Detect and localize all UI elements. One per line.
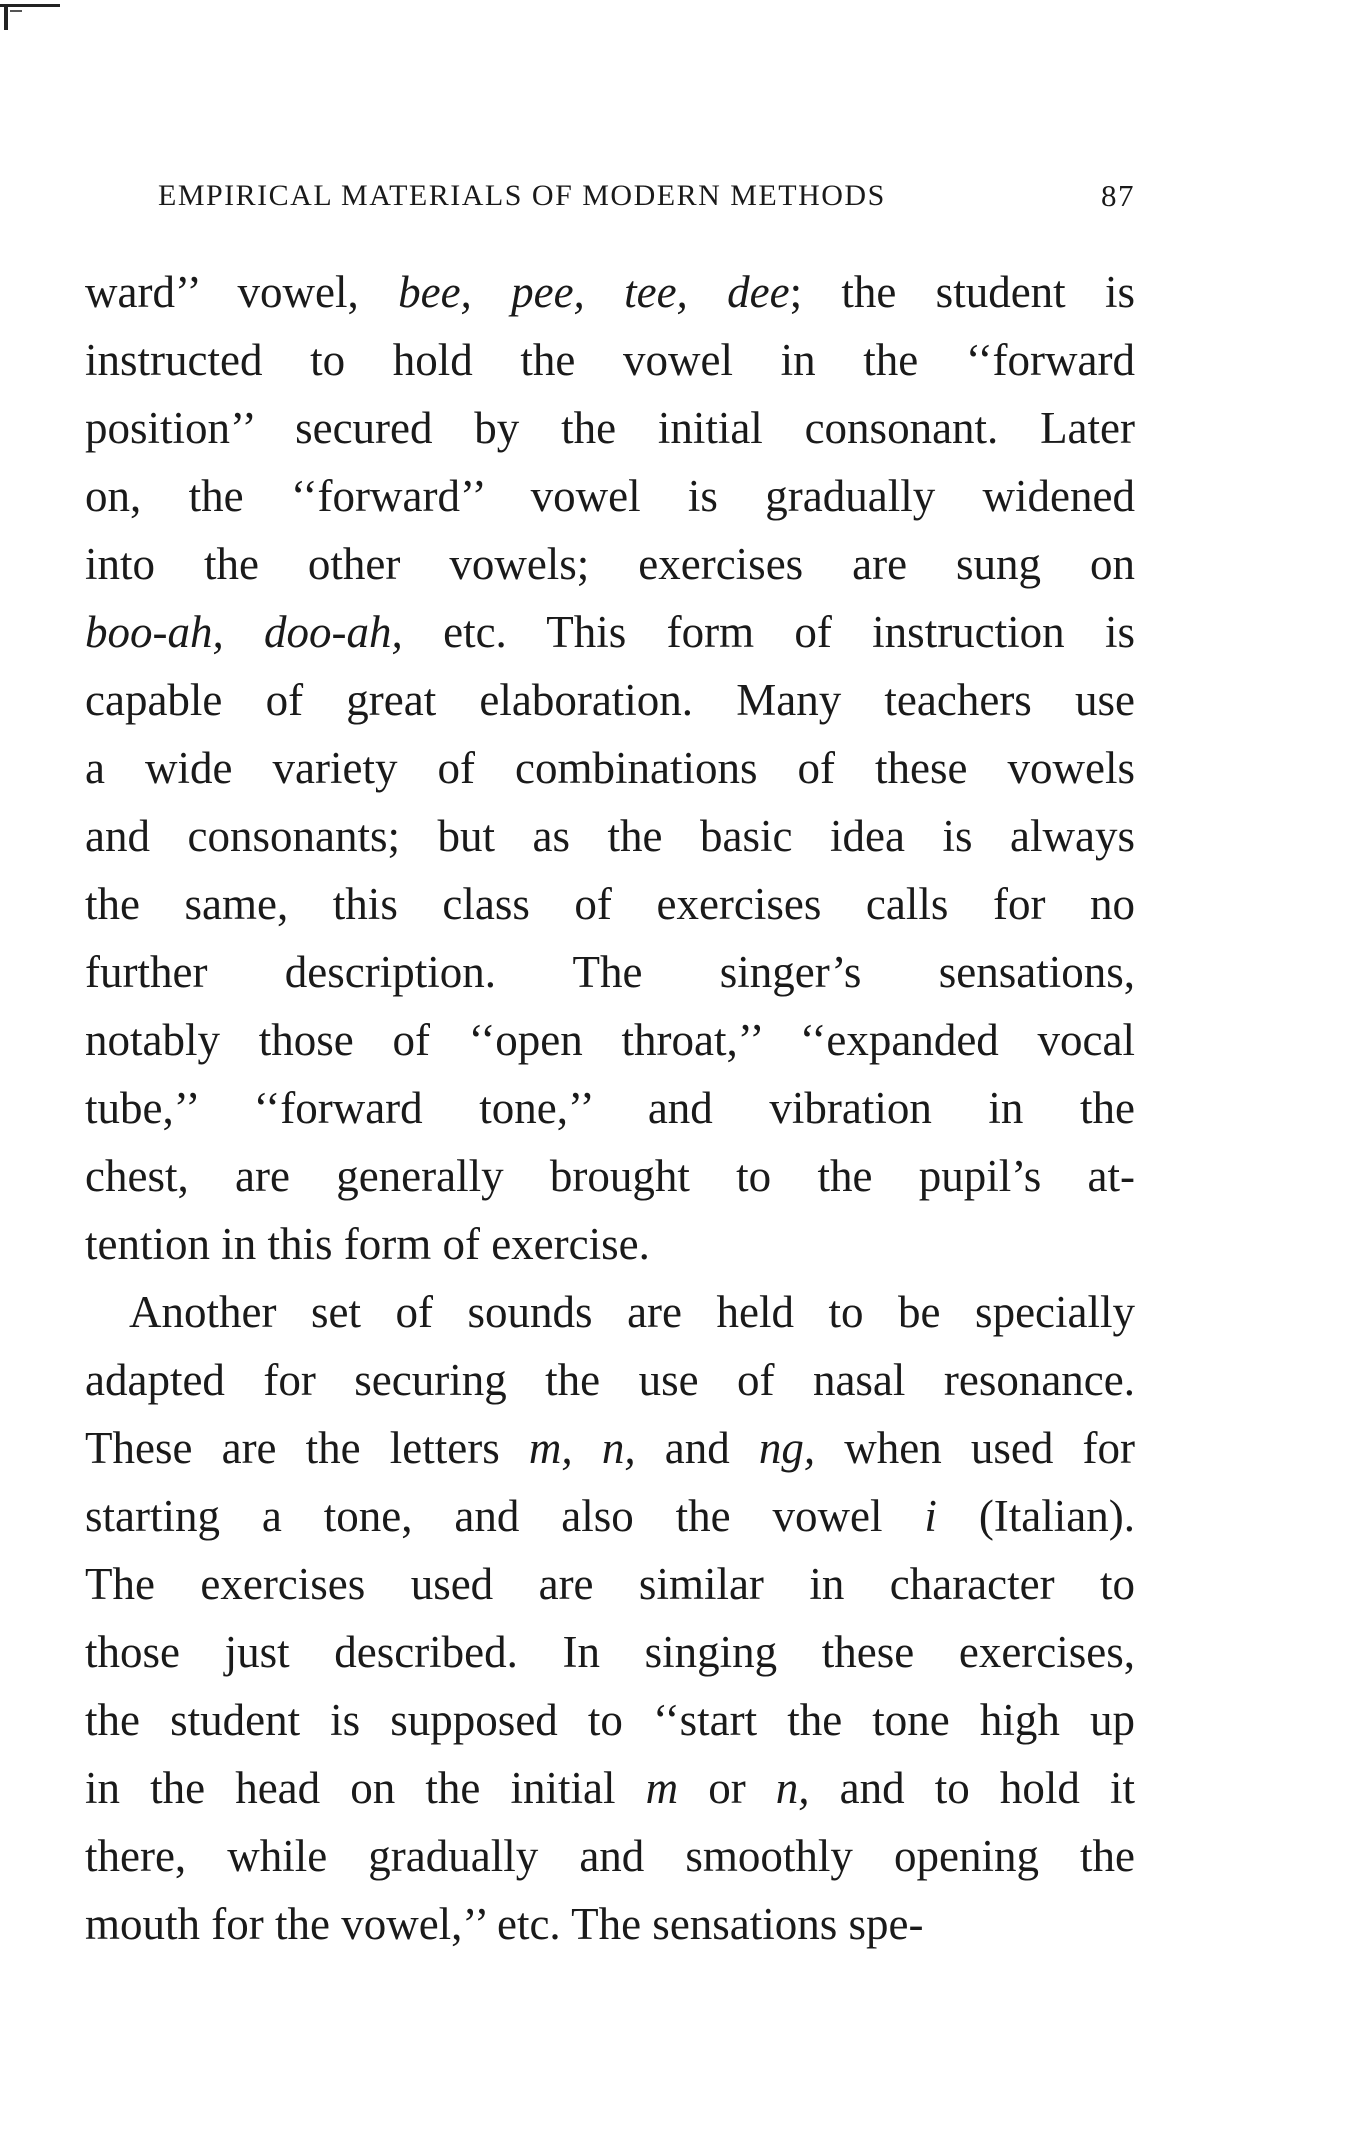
text-line	[85, 1550, 1135, 1618]
text-line	[85, 1618, 1135, 1686]
italic-run: i	[924, 1491, 937, 1541]
paragraph	[85, 1278, 1135, 1958]
text-line	[85, 326, 1135, 394]
text-run: starting a tone, and also the vowel	[85, 1491, 925, 1541]
text-run: or	[678, 1763, 776, 1813]
text-run: and	[635, 1423, 759, 1473]
text-run: notably those of ‘‘open throat,’’ ‘‘expanded vocal	[85, 1015, 1135, 1065]
text-run: the student is supposed to ‘‘start the tone high up	[85, 1695, 1135, 1745]
text-run: and to hold it	[809, 1763, 1135, 1813]
text-run: instructed to hold the vowel in the ‘‘forward	[85, 335, 1135, 385]
text-run: further description. The singer’s sensations,	[85, 947, 1135, 997]
corner-scan-mark	[0, 0, 80, 60]
text-line	[85, 666, 1135, 734]
text-line	[85, 802, 1135, 870]
text-line	[85, 1822, 1135, 1890]
italic-run: n,	[775, 1763, 810, 1813]
text-line	[85, 938, 1135, 1006]
text-run: into the other vowels; exercises are sung on	[85, 539, 1135, 589]
text-run: (Italian).	[936, 1491, 1135, 1541]
text-run: those just described. In singing these exercises,	[85, 1627, 1135, 1677]
text-line	[85, 1074, 1135, 1142]
body-text	[85, 258, 1135, 1958]
text-run: on, the ‘‘forward’’ vowel is gradually widened	[85, 471, 1135, 521]
text-run: Another set of sounds are held to be specially	[129, 1287, 1135, 1337]
text-run: adapted for securing the use of nasal resonance.	[85, 1355, 1135, 1405]
text-run: chest, are generally brought to the pupil’s at-	[85, 1151, 1135, 1201]
text-line	[85, 530, 1135, 598]
text-line	[85, 1482, 1135, 1550]
text-line	[85, 1210, 1135, 1278]
text-run: These are the letters	[85, 1423, 529, 1473]
italic-run: bee, pee, tee, dee	[398, 267, 790, 317]
running-head-title: EMPIRICAL MATERIALS OF MODERN METHODS	[158, 179, 886, 212]
italic-run: ng,	[758, 1423, 816, 1473]
text-run: ward’’ vowel,	[85, 267, 399, 317]
italic-run: boo-ah, doo-ah,	[85, 607, 403, 657]
text-run: and consonants; but as the basic idea is always	[85, 811, 1135, 861]
text-line	[85, 1278, 1135, 1346]
text-line	[85, 1006, 1135, 1074]
text-run: tention in this form of exercise.	[85, 1219, 650, 1269]
text-run: in the head on the initial	[85, 1763, 646, 1813]
text-run: there, while gradually and smoothly opening the	[85, 1831, 1135, 1881]
text-run: capable of great elaboration. Many teachers use	[85, 675, 1135, 725]
text-run: a wide variety of combinations of these vowels	[85, 743, 1135, 793]
page-number: 87	[1101, 178, 1135, 213]
running-head	[158, 176, 1158, 216]
text-run: position’’ secured by the initial consonant. Later	[85, 403, 1135, 453]
text-line	[85, 1346, 1135, 1414]
text-line	[85, 598, 1135, 666]
text-line	[85, 1414, 1135, 1482]
italic-run: m, n,	[528, 1423, 636, 1473]
text-line	[85, 1890, 1135, 1958]
italic-run: m	[645, 1763, 679, 1813]
text-line	[85, 1142, 1135, 1210]
text-line	[85, 258, 1135, 326]
text-run: The exercises used are similar in character to	[85, 1559, 1135, 1609]
text-run: when used for	[815, 1423, 1135, 1473]
paragraph	[85, 258, 1135, 1278]
text-run: mouth for the vowel,’’ etc. The sensations spe-	[85, 1899, 924, 1949]
text-run: etc. This form of instruction is	[402, 607, 1135, 657]
text-line	[85, 1754, 1135, 1822]
text-line	[85, 870, 1135, 938]
text-line	[85, 734, 1135, 802]
text-line	[85, 394, 1135, 462]
text-run: ; the student is	[789, 267, 1135, 317]
text-line	[85, 1686, 1135, 1754]
text-line	[85, 462, 1135, 530]
text-run: tube,’’ ‘‘forward tone,’’ and vibration in the	[85, 1083, 1135, 1133]
text-run: the same, this class of exercises calls for no	[85, 879, 1135, 929]
